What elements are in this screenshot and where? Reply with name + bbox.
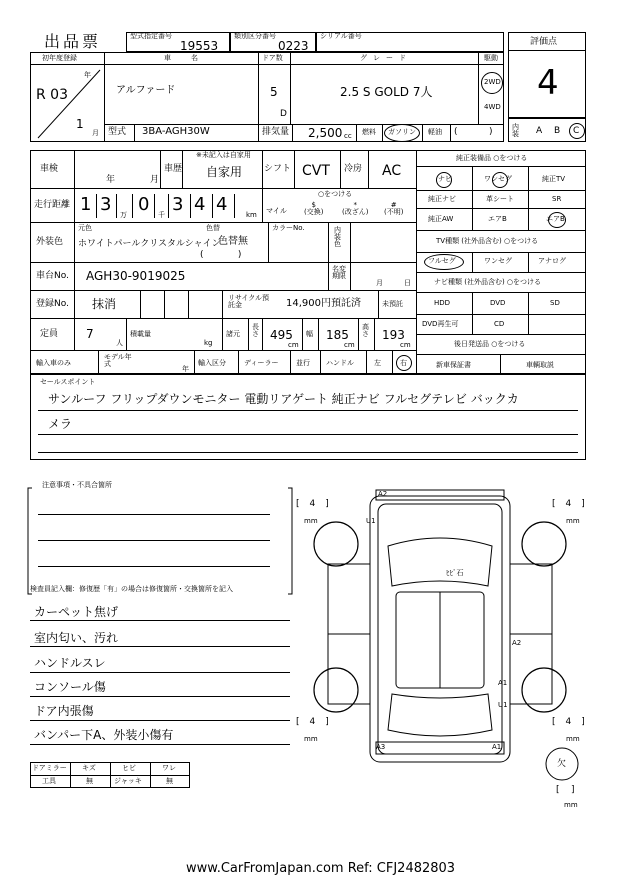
usage: 自家用 — [206, 165, 243, 179]
note-item-5: ドア内張傷 — [34, 704, 94, 718]
spec-h6 — [30, 350, 416, 351]
eq-v1 — [472, 166, 473, 230]
import-year: 年 — [182, 365, 189, 373]
imp-v3 — [238, 350, 239, 374]
namechange-month: 月 — [376, 279, 383, 287]
interior-b: B — [554, 126, 561, 136]
color-v3 — [350, 222, 351, 262]
later-manual: 車輌取説 — [526, 361, 554, 369]
shaken-month: 月 — [150, 175, 160, 185]
reg-month-label: 月 — [92, 129, 99, 137]
model-approval-no: 19553 — [180, 39, 219, 53]
equip-r1-3: 純正TV — [542, 175, 566, 183]
cert-label: 諸元 — [226, 330, 240, 338]
equip-r2-3: SR — [552, 195, 562, 203]
sales-rule3 — [38, 452, 578, 453]
model-v7 — [450, 124, 451, 142]
equip-r3-1: 純正AW — [428, 215, 454, 223]
mark-a2-side: A2 — [512, 639, 522, 647]
shift-label: シフト — [264, 164, 292, 174]
width: 185 — [326, 328, 349, 342]
spec-h2 — [30, 222, 416, 223]
equip-r1-1: ナビ — [438, 175, 452, 183]
length: 495 — [270, 328, 293, 342]
nav-hdd: HDD — [434, 299, 451, 307]
note-rule-6 — [30, 744, 290, 745]
tire-fl-mm: mm — [304, 517, 318, 525]
interior-label: 内装 — [512, 123, 519, 138]
mark-u1-front: U1 — [366, 517, 376, 525]
serial-label: シリアル番号 — [320, 32, 362, 40]
mile-opt-1: $ (交換) — [304, 201, 324, 216]
model-v6 — [422, 124, 423, 142]
mil-v5 — [168, 194, 169, 218]
mark-a3-rear: A3 — [376, 743, 386, 751]
chassis-v1 — [328, 262, 329, 290]
mileage-km: km — [246, 211, 257, 219]
paint: 色替無 — [218, 236, 248, 247]
disp: 2,500 — [308, 126, 343, 140]
hgt-cm: cm — [400, 341, 411, 349]
dealer: ディーラー — [244, 359, 279, 367]
eq-h3 — [416, 230, 586, 231]
mark-a1-side: A1 — [498, 679, 508, 687]
cc-label: cc — [344, 132, 352, 140]
register: 抹消 — [92, 297, 117, 311]
len-cm: cm — [288, 341, 299, 349]
eq-v5 — [472, 292, 473, 334]
spec-split — [416, 150, 417, 374]
watermark: www.CarFromJapan.com Ref: CFJ2482803 — [186, 861, 456, 876]
carname-label: 車名 — [164, 54, 218, 62]
shift: CVT — [302, 163, 330, 179]
handle-label: ハンドル — [326, 359, 354, 367]
usage-label: 車歴 — [164, 164, 183, 174]
load-label: 積載量 — [130, 330, 151, 338]
orig-color-label: 元色 — [78, 224, 92, 232]
notes-title: 注意事項・不具合箇所 — [42, 481, 112, 489]
legend-r1-3: ヒビ — [122, 764, 136, 772]
imp-v6 — [366, 350, 367, 374]
usage-note: ※未記入は自家用 — [196, 151, 251, 159]
category-label: 類別区分番号 — [234, 32, 276, 40]
nav-dvdplay: DVD再生可 — [422, 320, 459, 328]
eq-v6 — [528, 292, 529, 334]
tire-rr: [ 4 ] — [552, 717, 585, 727]
mark-u1-side: U1 — [498, 701, 508, 709]
reg-v-d — [222, 290, 223, 318]
reg-year-label: 年 — [84, 71, 91, 79]
import-label: 輸入車のみ — [36, 359, 71, 367]
paint-label: 色替 — [206, 224, 220, 232]
parallel: 並行 — [296, 359, 310, 367]
nav-cd: CD — [494, 320, 505, 328]
tv-oneseg: ワンセグ — [484, 257, 512, 265]
first-reg-label: 初年度登録 — [42, 54, 77, 62]
mile-opt-2: * (改ざん) — [342, 201, 369, 216]
mileage-sen: 千 — [158, 211, 165, 219]
dims-v5 — [302, 318, 303, 350]
model-v — [134, 124, 135, 142]
mark-a1-rear: A1 — [492, 743, 502, 751]
eval-label: 評価点 — [530, 37, 558, 47]
shaken-v6 — [368, 150, 369, 188]
dims-v1 — [126, 318, 127, 350]
person-label: 人 — [116, 339, 123, 347]
shaken-label: 車検 — [40, 164, 59, 174]
shaken-v5 — [340, 150, 341, 188]
reg-v4 — [478, 52, 479, 124]
len-label: 長さ — [252, 323, 259, 338]
mileage-d6: 4 — [216, 194, 228, 215]
grade: 2.5 S GOLD 7人 — [340, 85, 433, 99]
eq-h9 — [416, 354, 586, 355]
eq-h7 — [416, 314, 586, 315]
mileage-d2: 3 — [100, 194, 112, 215]
mil-v8 — [234, 194, 235, 218]
unpaid: 未預託 — [382, 300, 403, 308]
colorno-label: カラーNo. — [272, 224, 305, 232]
shaken-year: 年 — [106, 175, 116, 185]
doors: 5 — [270, 85, 278, 99]
later-title: 後日発送品 ○をつける — [454, 340, 526, 348]
notes-bracket — [26, 486, 294, 596]
note-rule-2 — [30, 646, 290, 647]
shaken-v1 — [160, 150, 161, 188]
height: 193 — [382, 328, 405, 342]
reg-h2 — [104, 124, 504, 125]
disp-label: 排気量 — [262, 127, 290, 137]
model-v4 — [356, 124, 357, 142]
reg-v1 — [104, 52, 105, 142]
reg-v-a — [140, 290, 141, 318]
reg-month: 1 — [76, 117, 84, 131]
legend-r2-4: 無 — [166, 777, 173, 785]
mark-chip: ﾋﾋﾞ石 — [446, 569, 464, 577]
door-type: D — [280, 109, 287, 119]
note-rule-1 — [30, 620, 290, 621]
capacity-label: 定員 — [40, 329, 59, 339]
note-rule-4 — [30, 696, 290, 697]
handle-left: 左 — [374, 359, 381, 367]
namechange-label: 名変期限 — [332, 265, 346, 280]
wid-cm: cm — [344, 341, 355, 349]
sales-rule1 — [38, 410, 578, 411]
eq-h2 — [416, 208, 586, 209]
nav-title: ナビ種類 (社外品含む) ○をつける — [434, 278, 542, 286]
eq-h6 — [416, 292, 586, 293]
mil-v3 — [132, 194, 133, 218]
shaken-v3 — [262, 150, 263, 188]
nav-sd: SD — [550, 299, 560, 307]
nav-dvd: DVD — [490, 299, 506, 307]
reg-v-c — [188, 290, 189, 318]
eq-v4 — [528, 252, 529, 272]
tire-fr: [ 4 ] — [552, 499, 585, 509]
tv-fullseg: フルセグ — [428, 257, 456, 265]
namechange-day: 日 — [404, 279, 411, 287]
equip-r1-2: ワンセグ — [484, 175, 512, 183]
handle-right: 右 — [400, 359, 407, 367]
drive-4wd: 4WD — [484, 103, 501, 111]
legend-r1-1: ドアミラー — [32, 764, 67, 772]
reg-v2 — [258, 52, 259, 124]
sales-line2: メラ — [48, 417, 73, 431]
note-rule-3 — [30, 672, 290, 673]
notes-rule-1 — [38, 514, 270, 515]
interior-c: C — [573, 126, 580, 136]
tv-analog: アナログ — [538, 257, 566, 265]
interior-a: A — [536, 126, 543, 136]
mileage-d4: 3 — [172, 194, 184, 215]
chassis-v2 — [350, 262, 351, 290]
tire-rl-mm: mm — [304, 735, 318, 743]
legend-r2-2: 無 — [86, 777, 93, 785]
mark-a2-front: A2 — [378, 490, 388, 498]
imp-v1 — [98, 350, 99, 374]
wid-label: 幅 — [306, 330, 313, 338]
later-warranty: 新車保証書 — [436, 361, 471, 369]
eq-h1 — [416, 190, 586, 191]
orig-color: ホワイトパールクリスタルシャイン — [78, 239, 221, 249]
imp-v4 — [290, 350, 291, 374]
spec-h4 — [30, 290, 416, 291]
missing-mark: 欠 — [557, 759, 567, 769]
chassis-label: 車台No. — [36, 271, 69, 281]
model-label: 型式 — [108, 127, 127, 137]
equip-r2-2: 革シート — [486, 195, 514, 203]
mil-v2 — [116, 194, 117, 218]
car-diagram — [292, 484, 592, 814]
eval-divider — [508, 50, 586, 51]
dims-v4 — [262, 318, 263, 350]
model: 3BA-AGH30W — [142, 126, 210, 137]
color-label: 外装色 — [36, 237, 64, 247]
reg-year: R 03 — [36, 87, 68, 103]
fuel-label: 燃料 — [362, 128, 376, 136]
paint-paren: ( ) — [200, 250, 242, 260]
model-year-label: モデル年式 — [104, 353, 132, 368]
eq-v2 — [528, 166, 529, 230]
model-v3 — [292, 124, 293, 142]
ac-label: 冷房 — [344, 164, 363, 174]
mil-v6 — [190, 194, 191, 218]
sales-line1: サンルーフ フリップダウンモニター 電動リアゲート 純正ナビ フルセグテレビ バックカ — [48, 392, 519, 406]
shaken-v2 — [182, 150, 183, 188]
spec-lab-v — [74, 150, 75, 350]
mileage-d5: 4 — [194, 194, 206, 215]
legend-r1-4: ワレ — [162, 764, 176, 772]
dims-v2 — [222, 318, 223, 350]
reg-v3 — [290, 52, 291, 124]
spec-h1 — [30, 188, 416, 189]
mile-opt-3: # (不明) — [384, 201, 404, 216]
sales-box — [30, 374, 586, 460]
mileage-label: 走行距離 — [34, 200, 71, 210]
mileage-circle-note: ○をつける — [318, 190, 353, 198]
legend-v1 — [70, 762, 71, 788]
model-v2 — [258, 124, 259, 142]
sheet-title: 出品票 — [44, 32, 102, 51]
drive-2wd: 2WD — [484, 78, 501, 86]
oil-paren: ( ) — [454, 127, 493, 137]
capacity: 7 — [86, 327, 94, 341]
mileage-d1: 1 — [80, 194, 92, 215]
equip-r2-1: 純正ナビ — [428, 195, 456, 203]
recycle: 14,900円預託済 — [286, 298, 361, 309]
import-class-label: 輸入区分 — [198, 359, 226, 367]
mil-v1 — [96, 194, 97, 218]
imp-v2 — [194, 350, 195, 374]
spec-h3 — [30, 262, 416, 263]
missing-mm: mm — [564, 801, 578, 809]
hgt-label: 高さ — [362, 323, 369, 338]
equip-r3-2: エアB — [488, 215, 507, 223]
reg-v-e — [378, 290, 379, 318]
color-v1 — [268, 222, 269, 262]
fuel: ガソリン — [388, 128, 416, 136]
mil-v7 — [212, 194, 213, 218]
tv-title: TV種類 (社外品含む) ○をつける — [436, 237, 539, 245]
eq-v3 — [472, 252, 473, 272]
equip-title: 純正装備品 ○をつける — [456, 154, 528, 162]
door-label: ドア数 — [262, 54, 283, 62]
reg-h1 — [30, 64, 504, 65]
sales-label: セールスポイント — [40, 378, 96, 386]
note-item-3: ハンドルスレ — [34, 656, 106, 670]
model-v5 — [382, 124, 383, 142]
legend-v3 — [150, 762, 151, 788]
note-rule-5 — [30, 720, 290, 721]
eq-h5 — [416, 272, 586, 273]
dims-v7 — [358, 318, 359, 350]
kg-label: kg — [204, 339, 213, 347]
legend-r2-1: 工具 — [42, 777, 56, 785]
missing-bracket: [ ] — [556, 785, 575, 795]
eval-score: 4 — [537, 63, 559, 103]
shaken-v4 — [294, 150, 295, 188]
mil-v9 — [262, 188, 263, 222]
mileage-man: 万 — [120, 211, 127, 219]
register-label: 登録No. — [36, 299, 69, 309]
eq-h8 — [416, 334, 586, 335]
inspector-title: 検査員記入欄：修復歴「有」の場合は修復箇所・交換箇所を記入 — [30, 585, 233, 593]
color-v2 — [328, 222, 329, 262]
equip-r3-3: エアB — [546, 215, 565, 223]
grade-label: グレード — [360, 54, 412, 62]
drive-label: 駆動 — [484, 54, 498, 62]
tire-fl: [ 4 ] — [296, 499, 329, 509]
sales-rule2 — [38, 434, 578, 435]
note-item-6: バンパー下A、外装小傷有 — [34, 728, 174, 742]
tire-rl: [ 4 ] — [296, 717, 329, 727]
legend-v2 — [110, 762, 111, 788]
legend-r2-3: ジャッキ — [114, 777, 142, 785]
int-color-label: 内装色 — [334, 226, 341, 248]
eq-v7 — [500, 354, 501, 374]
model-approval-label: 型式指定番号 — [130, 32, 172, 40]
tire-rr-mm: mm — [566, 735, 580, 743]
eq-h0 — [416, 166, 586, 167]
imp-v5 — [320, 350, 321, 374]
reg-v-b — [164, 290, 165, 318]
note-item-2: 室内匂い、汚れ — [34, 631, 119, 645]
mile-label: マイル — [266, 207, 287, 215]
dims-v8 — [374, 318, 375, 350]
mileage-d3: 0 — [138, 194, 150, 215]
ac: AC — [382, 163, 402, 179]
legend-r1-2: キズ — [82, 764, 96, 772]
recycle-label: リサイクル預託金 — [228, 294, 270, 309]
eq-h4 — [416, 252, 586, 253]
notes-rule-3 — [38, 566, 270, 567]
notes-rule-2 — [38, 540, 270, 541]
oil-label: 軽油 — [428, 128, 442, 136]
mil-v4 — [154, 194, 155, 218]
tire-fr-mm: mm — [566, 517, 580, 525]
note-item-1: カーペット焦げ — [34, 605, 119, 619]
imp-v7 — [392, 350, 393, 374]
dims-v6 — [318, 318, 319, 350]
note-item-4: コンソール傷 — [34, 680, 106, 694]
dims-v3 — [248, 318, 249, 350]
category-no: 0223 — [278, 39, 309, 53]
carname: アルファード — [116, 85, 176, 96]
chassis: AGH30-9019025 — [86, 269, 186, 283]
